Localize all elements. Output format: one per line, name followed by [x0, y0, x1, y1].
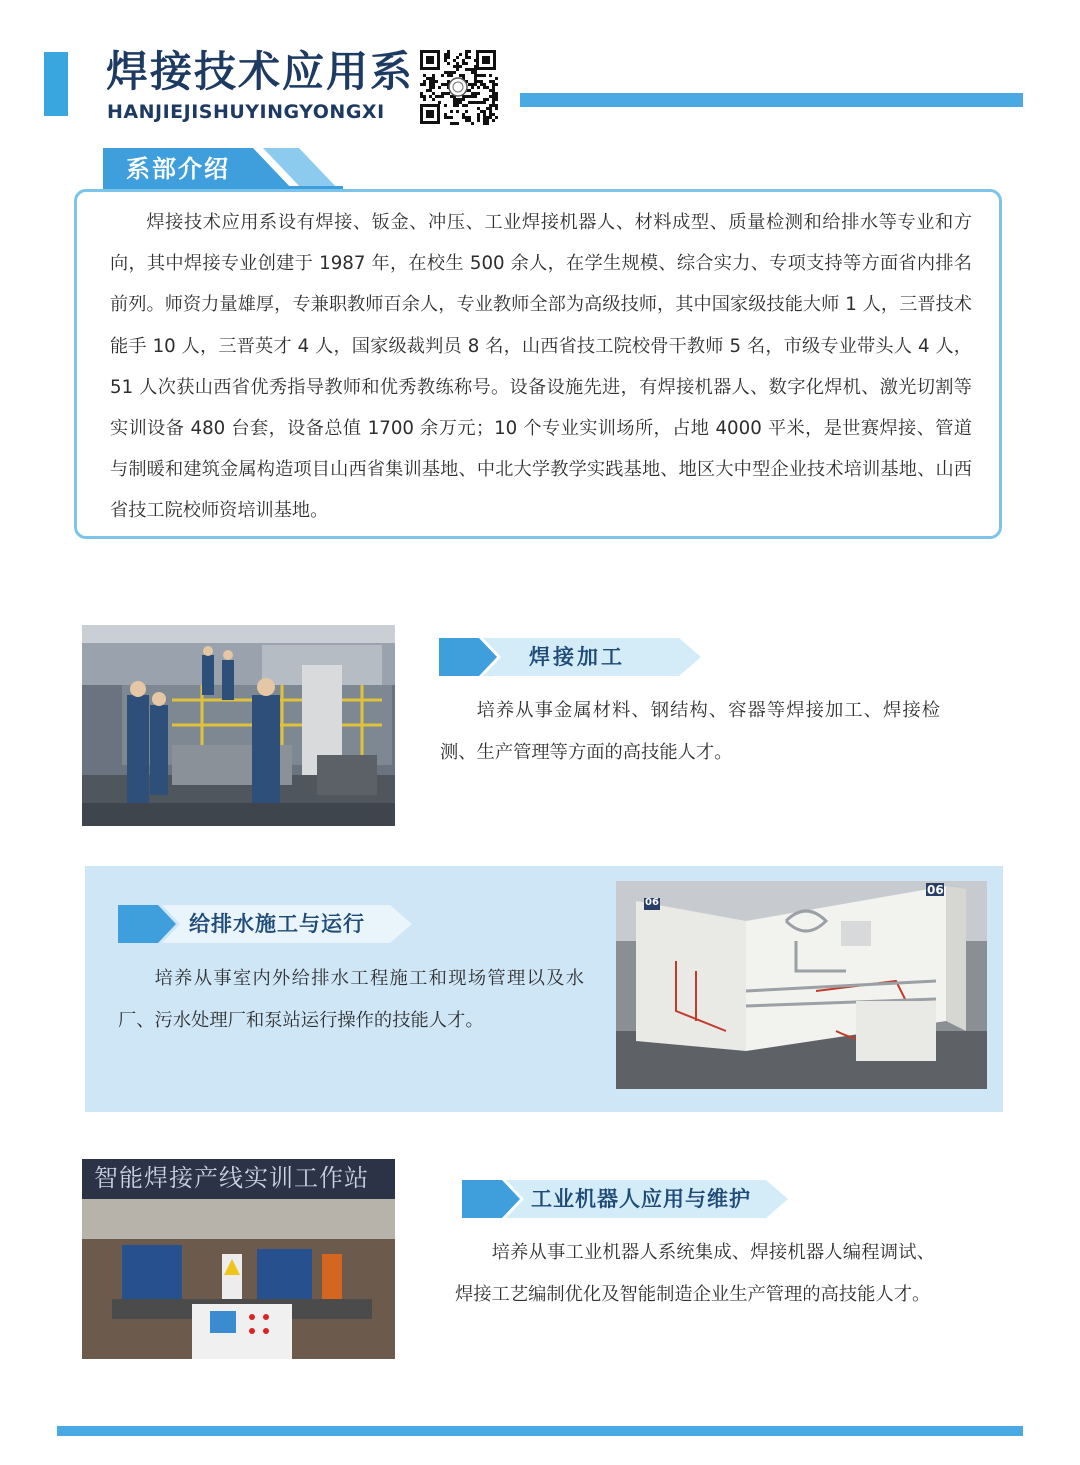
intro-tab-label: 系部介绍: [126, 155, 230, 183]
section-title-welding: 焊接加工: [529, 645, 625, 669]
header-accent-bar: [44, 52, 68, 116]
section-title-water: 给排水施工与运行: [189, 912, 365, 936]
welding-workshop-photo: [82, 625, 395, 826]
qr-code-icon[interactable]: [418, 48, 498, 126]
photo-label-left: 06: [645, 897, 659, 908]
header-divider-line: [520, 93, 1023, 107]
footer-divider-line: [57, 1426, 1023, 1436]
section-desc-water: 培养从事室内外给排水工程施工和现场管理以及水厂、污水处理厂和泵站运行操作的技能人才。: [118, 968, 584, 1031]
page-title-pinyin: HANJIEJISHUYINGYONGXI: [107, 101, 385, 123]
robot-workstation-photo: [82, 1159, 395, 1359]
plumbing-training-photo: [616, 881, 987, 1089]
section-desc-welding: 培养从事金属材料、钢结构、容器等焊接加工、焊接检测、生产管理等方面的高技能人才。: [440, 700, 940, 763]
intro-paragraph: 焊接技术应用系设有焊接、钣金、冲压、工业焊接机器人、材料成型、质量检测和给排水等专业和方向，其中焊接专业创建于 1987 年，在校生 500 余人，在学生规模、综合实力、专项支持等方面省内排名前列。师资力量雄厚，专兼职教师百余人，专业教师全部为高级技师，其中国家级技能大师 1 人，三晋技术能手 10 人，三晋英才 4 人，国家级裁判员 8 名，山西省技工院校骨干教师 5 名，市级专业带头人 4 人，51 人次获山西省优秀指导教师和优秀教练称号。设备设施先进，有焊接机器人、数字化焊机、激光切割等实训设备 480 台套，设备总值 1700 余万元；10 个专业实训场所，占地 4000 平米，是世赛焊接、管道与制暖和建筑金属构造项目山西省集训基地、中北大学教学实践基地、地区大中型企业技术培训基地、山西省技工院校师资培训基地。: [110, 212, 972, 522]
section-title-robot: 工业机器人应用与维护: [531, 1187, 751, 1211]
photo-label-right: 06: [927, 883, 944, 897]
photo-banner-text: 智能焊接产线实训工作站: [94, 1164, 369, 1192]
section-desc-robot: 培养从事工业机器人系统集成、焊接机器人编程调试、焊接工艺编制优化及智能制造企业生产管理的高技能人才。: [455, 1242, 935, 1305]
page-title: 焊接技术应用系: [106, 47, 415, 96]
